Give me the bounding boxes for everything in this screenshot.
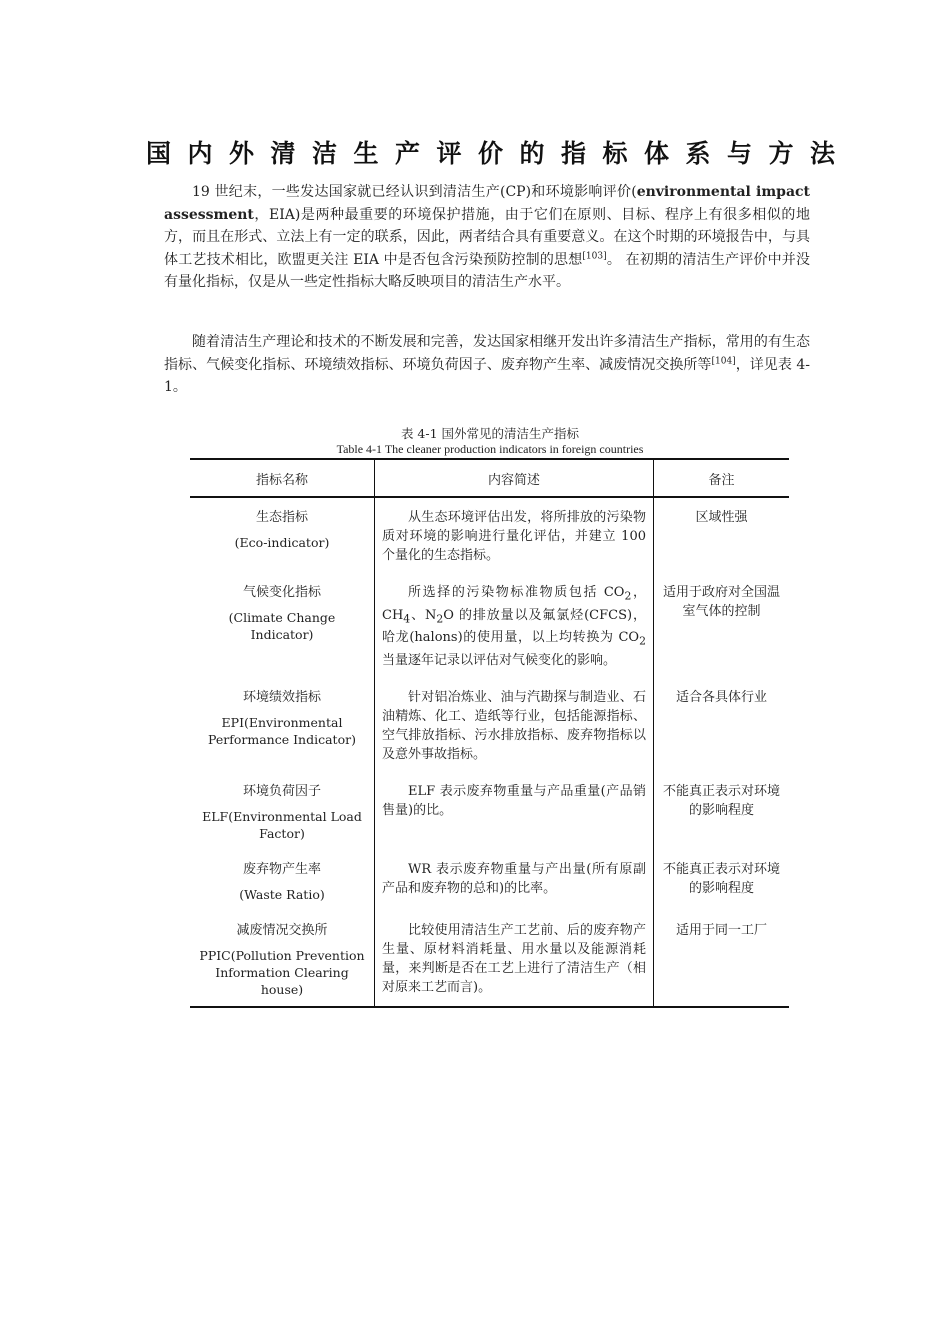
indicator-name-en: PPIC(Pollution Prevention Information Clearing house) bbox=[199, 947, 365, 997]
paragraph-1-bold-term: environmental impact assessment bbox=[164, 184, 810, 223]
citation-103: [103] bbox=[582, 250, 607, 261]
paragraph-2-text: 随着清洁生产理论和技术的不断发展和完善，发达国家相继开发出许多清洁生产指标，常用的有生态指标、气候变化指标、环境绩效指标、环境负荷因子、废弃物产生率、减废情况交换所等 bbox=[164, 334, 810, 373]
indicator-name-en: ELF(Environmental Load Factor) bbox=[202, 808, 362, 841]
indicator-remark: 不能真正表示对环境的影响程度 bbox=[662, 783, 780, 818]
subscript-2: 2 bbox=[624, 589, 632, 603]
indicator-name-cell bbox=[190, 678, 375, 772]
description-text: 从生态环境评估出发，将所排放的污染物质对环境的影响进行量化评估，并建立 100 个量化的生态指标。 bbox=[382, 510, 646, 563]
indicator-description bbox=[375, 911, 654, 1007]
indicator-name-zh: 气候变化指标 bbox=[242, 585, 321, 600]
indicator-description bbox=[375, 573, 654, 678]
table-row bbox=[190, 573, 789, 678]
page-title: 国内外清洁生产评价的指标体系与方法 bbox=[146, 139, 852, 168]
paragraph-1-text: 19 世纪末，一些发达国家就已经认识到清洁生产(CP)和环境影响评价( bbox=[192, 184, 637, 200]
table-row bbox=[190, 678, 789, 772]
paragraph-2 bbox=[164, 331, 810, 399]
indicator-name-en: EPI(Environmental Performance Indicator) bbox=[208, 714, 356, 747]
table-caption-zh: 表 4-1 国外常见的清洁生产指标 bbox=[400, 426, 580, 441]
indicator-description bbox=[375, 772, 654, 850]
description-part: O 的排放量以及氟氯烃(CFCS)，哈龙(halons)的使用量，以上均转换为 CO bbox=[382, 607, 646, 646]
description-text: ELF 表示废弃物重量与产品重量(产品销售量)的比。 bbox=[382, 783, 646, 818]
indicator-name-zh: 减废情况交换所 bbox=[236, 922, 328, 938]
indicator-remark: 适用于政府对全国温室气体的控制 bbox=[662, 585, 780, 619]
subscript-4: 4 bbox=[403, 612, 411, 626]
description-text bbox=[382, 583, 646, 670]
description-text: 比较使用清洁生产工艺前、后的废弃物产生量、原材料消耗量、用水量以及能源消耗量，来判断是否在工艺上进行了清洁生产（相对原来工艺而言)。 bbox=[382, 922, 646, 995]
indicator-remark: 不能真正表示对环境的影响程度 bbox=[662, 861, 780, 896]
indicator-description bbox=[375, 850, 654, 911]
indicator-name-cell bbox=[190, 573, 375, 678]
description-part: ，CH bbox=[382, 585, 646, 623]
header-indicator-name: 指标名称 bbox=[190, 459, 375, 497]
indicator-remark: 适合各具体行业 bbox=[675, 689, 767, 705]
indicator-remark: 区域性强 bbox=[695, 510, 748, 525]
indicator-name-zh: 环境绩效指标 bbox=[242, 689, 321, 705]
indicator-description bbox=[375, 678, 654, 772]
indicator-name-en: (Waste Ratio) bbox=[239, 886, 325, 902]
indicator-description bbox=[375, 497, 654, 573]
description-part: 、N bbox=[410, 607, 437, 623]
indicator-name-cell bbox=[190, 911, 375, 1007]
header-remarks: 备注 bbox=[654, 459, 790, 497]
citation-104: [104] bbox=[711, 355, 736, 366]
subscript-2: 2 bbox=[436, 612, 444, 626]
header-description: 内容简述 bbox=[375, 459, 654, 497]
description-part: 当量逐年记录以评估对气候变化的影响。 bbox=[382, 652, 617, 668]
table-row bbox=[190, 911, 789, 1007]
paragraph-1 bbox=[164, 181, 810, 294]
indicator-table bbox=[190, 458, 789, 1008]
description-text: WR 表示废弃物重量与产出量(所有原副产品和废弃物的总和)的比率。 bbox=[382, 861, 646, 896]
subscript-2: 2 bbox=[639, 634, 646, 648]
paragraph-1-continued: ，EIA)是两种最重要的环境保护措施，由于它们在原则、目标、程序上有很多相似的地方，而且在形式、立法上有一定的联系，因此，两者结合具有重要意义。在这个时期的环境报告中，与具体工艺技术相比，欧盟更关注 EIA 中是否包含污染预防控制的思想 bbox=[164, 206, 810, 268]
indicator-name-cell bbox=[190, 850, 375, 911]
indicator-remark: 适用于同一工厂 bbox=[654, 911, 790, 1007]
indicator-name-en: (Climate Change Indicator) bbox=[228, 610, 336, 642]
indicator-name-cell bbox=[190, 497, 375, 573]
table-header-row bbox=[190, 459, 789, 497]
table-row bbox=[190, 497, 789, 573]
indicator-name-zh: 生态指标 bbox=[255, 510, 308, 525]
description-text: 针对铝冶炼业、油与汽勘探与制造业、石油精炼、化工、造纸等行业，包括能源指标、空气排放指标、污水排放指标、废弃物指标以及意外事故指标。 bbox=[382, 689, 646, 762]
paragraph-2-tail: ，详见表 4-1。 bbox=[164, 356, 810, 395]
indicator-name-en: (Eco-indicator) bbox=[234, 535, 330, 550]
indicator-name-zh: 环境负荷因子 bbox=[242, 783, 321, 799]
description-part: 所选择的污染物标准物质包括 CO bbox=[408, 585, 625, 600]
table-caption-en: Table 4-1 The cleaner production indicators in foreign countries bbox=[336, 442, 644, 456]
table-row bbox=[190, 850, 789, 911]
table-row bbox=[190, 772, 789, 850]
indicator-name-zh: 废弃物产生率 bbox=[242, 861, 321, 877]
indicator-name-cell bbox=[190, 772, 375, 850]
paragraph-1-tail: 。 在初期的清洁生产评价中并没有量化指标，仅是从一些定性指标大略反映项目的清洁生产水平。 bbox=[164, 251, 810, 290]
